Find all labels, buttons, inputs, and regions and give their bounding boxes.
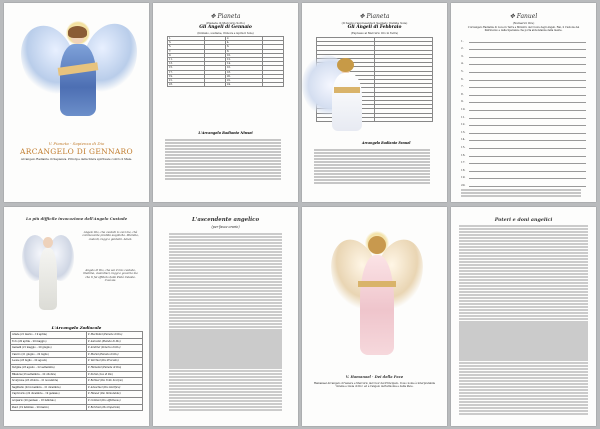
row-number: 15. <box>461 144 466 149</box>
angel-sash-icon <box>334 87 360 93</box>
blank-line <box>469 148 586 149</box>
page-february-angels <box>302 3 447 202</box>
page-hamanael <box>302 207 447 426</box>
star-icon: ✥ <box>509 13 515 20</box>
zodiac-sign-cell: Vergine (23 agosto – 22 settembre) <box>11 364 87 371</box>
angel-robe-icon <box>332 73 362 131</box>
row-number: 7. <box>461 84 464 89</box>
gifts-list <box>459 225 588 416</box>
ascendant-subtitle: (per fasce orarie) <box>211 225 240 229</box>
row-number: 18. <box>461 167 466 172</box>
table-row <box>11 351 143 358</box>
numbered-row <box>461 111 590 119</box>
archangel-cell: V. Cambiel (Dio Affettuoso) <box>86 397 142 404</box>
angel-hair-icon <box>68 26 87 38</box>
blank-line <box>469 80 586 81</box>
archangel-cell: V. Barchiel (Dio Imperiale) <box>86 404 142 411</box>
page-fanuel-numbers <box>451 3 596 202</box>
hamanael-caption: Hamanael Arcangelo di Venere e Mercurio del Cuor del Principato. Il suo nome è interpretabile 'Grazia e Gioia di Dio' ed è l'angelo dell'armonia e della Pace. <box>313 382 436 389</box>
numbered-row <box>461 43 590 51</box>
numbered-row <box>461 58 590 66</box>
archangel-cell: V. Advachiel (Dio Glorifica) <box>86 384 142 391</box>
angels-name-table: 1. 2. 3. 4. 5. 6. 7. 8. 9. 10. 11. 12. 13. 14. 15. 16. 17. 18. 19. 20. 21. 22. 23. 24. <box>167 36 284 87</box>
table-row <box>11 364 143 371</box>
page-guardian-angel <box>4 207 149 426</box>
angel-robe-icon <box>60 44 96 116</box>
numbered-row <box>461 126 590 134</box>
zodiac-table <box>10 331 143 411</box>
archangel-cell: V. Asmodel (Pianeta di Dio) <box>86 338 142 345</box>
table-row <box>11 332 143 339</box>
invocation-heading: La più difficile invocazione dell'Angelo Custode <box>25 216 128 221</box>
header-sub: (Il Segno rappresenta il Segnato tramite Sole) <box>341 21 408 25</box>
blank-line <box>469 125 586 126</box>
archangel-cell: V. Hamaliel (Pianeta di Dio) <box>86 364 142 371</box>
angel-hair-icon <box>368 236 386 254</box>
body-text-block <box>314 149 435 185</box>
angel-hair-icon <box>337 58 354 72</box>
archangel-cell: V. Machidiel (Pianeta di Dio) <box>86 332 142 339</box>
numbered-row <box>461 134 590 142</box>
footer-text-block <box>461 189 586 198</box>
numbered-row <box>461 119 590 127</box>
header-sub: (Numerici Ore) <box>512 21 535 25</box>
row-number: 3. <box>461 53 464 58</box>
row-number: 19. <box>461 175 466 180</box>
zodiac-sign-cell: Cancro (21 giugno – 22 luglio) <box>11 351 87 358</box>
zodiac-sign-cell: Pesci (19 febbraio – 20 marzo) <box>11 404 87 411</box>
page-angelic-gifts <box>451 207 596 426</box>
fanuel-angel-illustration <box>308 53 374 135</box>
blank-line <box>469 156 586 157</box>
numbered-row <box>461 164 590 172</box>
blank-line <box>469 102 586 103</box>
blank-line <box>469 57 586 58</box>
row-number: 6. <box>461 76 464 81</box>
archangel-cell: V. Muriel (Pianeta di Dio) <box>86 351 142 358</box>
numbered-list <box>461 35 590 187</box>
blank-line <box>469 87 586 88</box>
numbered-row <box>461 179 590 187</box>
archangel-cell: V. Verchiel (Dio Provvido) <box>86 358 142 365</box>
row-number: 13. <box>461 129 466 134</box>
table-row <box>11 397 143 404</box>
zodiac-sign-cell: Ariete (21 marzo – 19 aprile) <box>11 332 87 339</box>
header-script: Pianeta <box>366 13 390 20</box>
numbered-row <box>461 96 590 104</box>
section-sub: (Espresso al Mercurio Oro in Terra) <box>350 32 399 35</box>
prayer-quote-2: Angelo di Dio, che sei il mio custode, illumina, custodisci, reggi e governa me che ti fui affidato dalla Pietà Celeste. Così sia. <box>83 268 138 283</box>
blank-line <box>469 42 586 43</box>
numbered-row <box>461 65 590 73</box>
zodiac-sign-cell: Capricorno (22 dicembre – 19 gennaio) <box>11 391 87 398</box>
archangel-title: ARCANGELO DI GENNARO <box>20 147 133 156</box>
prayer-quote-1: Angelo Dio, che custodi lo cavi me, ché commovente predilie suppliche. Illumina, custodi, reggi e guidami. Amen. <box>82 230 139 241</box>
blank-line <box>469 186 586 187</box>
row-number: 14. <box>461 137 466 142</box>
header-sub: (Pianeta di Mercurio Sotto) <box>206 21 245 25</box>
numbered-row <box>461 157 590 165</box>
section-title: Gli Angeli di Gennaio <box>199 25 252 30</box>
blank-line <box>469 118 586 119</box>
blank-line <box>469 72 586 73</box>
angel-robe-icon <box>360 255 394 355</box>
row-number: 10. <box>461 106 466 111</box>
row-number: 2. <box>461 46 464 51</box>
hour-list <box>169 233 282 412</box>
gifts-title: Poteri e doni angelici <box>494 217 553 223</box>
archangel-illustration <box>22 17 134 127</box>
row-number: 8. <box>461 91 464 96</box>
star-icon: ✥ <box>210 13 216 20</box>
table-row <box>11 391 143 398</box>
section-title: Gli Angeli di Febbraio <box>347 25 402 30</box>
table-row <box>11 358 143 365</box>
header-script: Fanuel <box>516 13 538 20</box>
angel-sash-icon <box>358 281 396 287</box>
blank-line <box>469 171 586 172</box>
table-row <box>11 378 143 385</box>
row-number: 20. <box>461 182 466 187</box>
zodiac-sign-cell: Acquario (20 gennaio – 18 febbraio) <box>11 397 87 404</box>
intro-text: L'Arcangelo Radiante di Luce in Terra e Ministro del Cuore degli Angeli. Fan, il Custode del Patrimonio e della Speranza che porta abbondanza della mente. <box>467 26 580 32</box>
radiant-subtitle: L'Arcangelo Radiante Ninsei <box>198 131 253 135</box>
zodiac-sign-cell: Toro (20 aprile – 20 maggio) <box>11 338 87 345</box>
blank-line <box>469 140 586 141</box>
page-angelic-ascendant <box>153 207 298 426</box>
row-number: 1. <box>461 38 464 43</box>
angel-face-icon <box>43 237 53 248</box>
archangel-caption: Arcangelo Radiante di Sapienza. Principe della Sfera spirituale contro il Male. <box>20 157 133 161</box>
blank-line <box>469 64 586 65</box>
numbered-row <box>461 149 590 157</box>
numbered-row <box>461 141 590 149</box>
numbered-row <box>461 35 590 43</box>
zodiac-sign-cell: Scorpione (23 ottobre – 21 novembre) <box>11 378 87 385</box>
row-number: 11. <box>461 114 466 119</box>
zodiac-sign-cell: Bilancia (23 settembre – 22 ottobre) <box>11 371 87 378</box>
table-row <box>11 384 143 391</box>
radiant-subtitle: Arcangelo Radiante Fanuel <box>362 141 411 145</box>
zodiac-table-title: L'Arcangelo Zodiacale <box>51 325 102 330</box>
guardian-angel-illustration <box>22 231 74 317</box>
star-icon: ✥ <box>359 13 365 20</box>
archangel-cell: V. Hanael (Dio Immutabile) <box>86 391 142 398</box>
row-number: 4. <box>461 61 464 66</box>
blank-line <box>469 178 586 179</box>
archangel-cell: V. Barbiel (Dio Tolto Scorpio) <box>86 378 142 385</box>
table-row <box>11 404 143 411</box>
archangel-cell: V. Zuriel (Lux di Dio) <box>86 371 142 378</box>
header-script: Pianeta <box>217 13 241 20</box>
row-number: 12. <box>461 122 466 127</box>
hamanael-angel-illustration <box>332 229 422 364</box>
numbered-row <box>461 81 590 89</box>
numbered-row <box>461 50 590 58</box>
hamanael-caption-title: V. Hamanael · Dei della Pace <box>345 375 404 379</box>
numbered-row <box>461 172 590 180</box>
blank-line <box>469 95 586 96</box>
numbered-row <box>461 88 590 96</box>
angel-robe-icon <box>39 248 57 310</box>
section-sub: (Iniziano, sostiene, rinnova e ispira il Sole) <box>197 32 254 35</box>
zodiac-sign-cell: Gemelli (21 maggio – 20 giugno) <box>11 345 87 352</box>
row-number: 17. <box>461 160 466 165</box>
table-row <box>11 345 143 352</box>
archangel-cell: V. Ambriel (Venerza di Dio) <box>86 345 142 352</box>
row-number: 9. <box>461 99 464 104</box>
table-row <box>11 338 143 345</box>
page-archangel-portrait <box>4 3 149 202</box>
blank-line <box>469 110 586 111</box>
row-number: 5. <box>461 68 464 73</box>
zodiac-sign-cell: Sagittario (22 novembre – 21 dicembre) <box>11 384 87 391</box>
blank-line <box>469 163 586 164</box>
body-text-block <box>165 139 286 181</box>
blank-line <box>469 49 586 50</box>
ascendant-title: L'ascendente angelico <box>191 217 260 223</box>
blank-line <box>469 133 586 134</box>
numbered-row <box>461 73 590 81</box>
page-january-angels <box>153 3 298 202</box>
row-number: 16. <box>461 152 466 157</box>
zodiac-sign-cell: Leone (23 luglio – 22 agosto) <box>11 358 87 365</box>
numbered-row <box>461 103 590 111</box>
planet-name-line: V. Pianeta - Sapienza di Dio <box>48 141 105 146</box>
table-row <box>11 371 143 378</box>
